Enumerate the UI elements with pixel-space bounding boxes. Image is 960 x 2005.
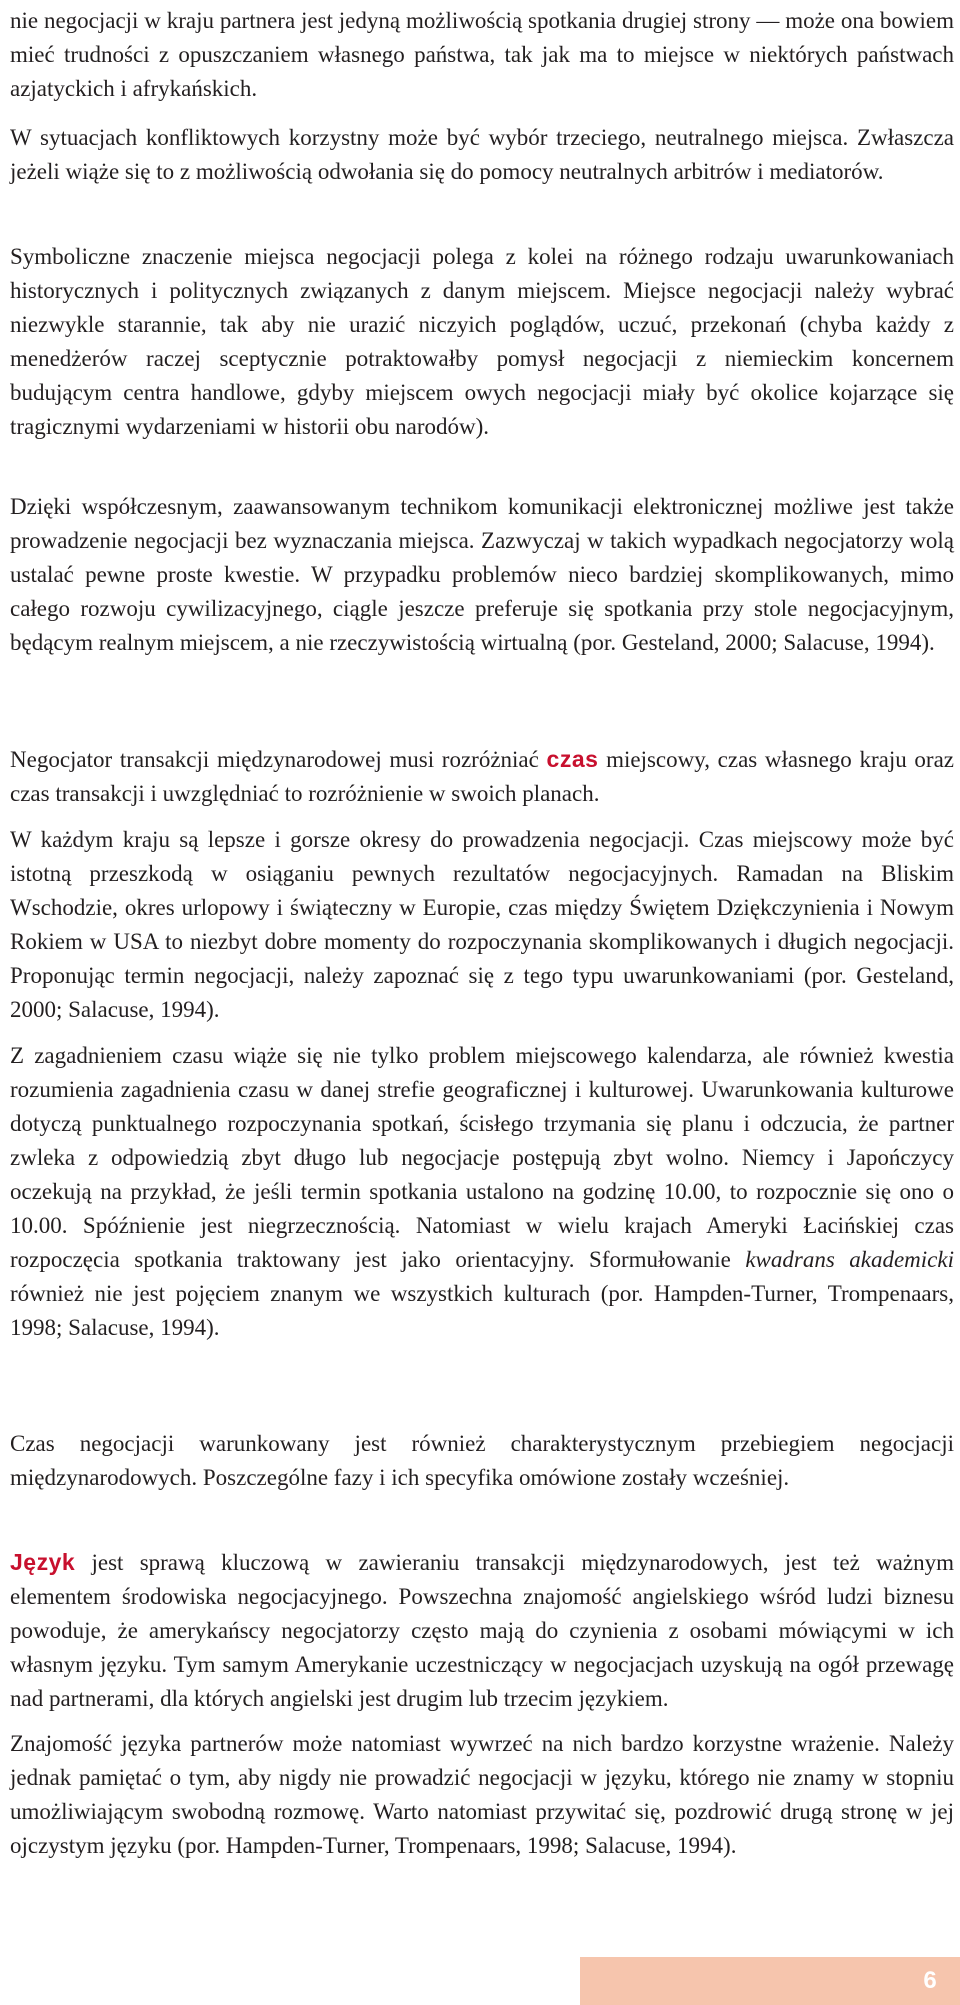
page-number: 6: [923, 1967, 937, 1994]
paragraph-5-text-before: Negocjator transakcji międzynarodowej musi rozróżniać: [10, 747, 547, 772]
paragraph-9-text-after: jest sprawą kluczową w zawieraniu transakcji międzynarodowych, jest też ważnym elementem środowiska negocjacyjnego. Powszechna znajomość angielskiego wśród ludzi biznesu powoduje, że amerykańscy negocjatorzy często mają do czynienia z osobami mówiącymi w ich własnym języku. Tym samym Amerykanie uczestniczący w negocjacjach uzyskują na ogół przewagę nad partnerami, dla których angielski jest drugim lub trzecim językiem.: [10, 1550, 954, 1711]
paragraph-8: Czas negocjacji warunkowany jest również charakterystycznym przebiegiem negocjacji międzynarodowych. Poszczególne fazy i ich specyfika omówione zostały wcześniej.: [10, 1431, 954, 1490]
keyword-czas: czas: [546, 746, 599, 772]
paragraph-2: W sytuacjach konfliktowych korzystny może być wybór trzeciego, neutralnego miejsca. Zwłaszcza jeżeli wiąże się to z możliwością odwołania się do pomocy neutralnych arbitrów i mediatorów.: [10, 125, 954, 184]
paragraph-7-text-after: również nie jest pojęciem znanym we wszystkich kulturach (por. Hampden-Turner, Trompenaars, 1998; Salacuse, 1994).: [10, 1281, 954, 1340]
paragraph-3: Symboliczne znaczenie miejsca negocjacji polega z kolei na różnego rodzaju uwarunkowaniach historycznych i politycznych związanych z danym miejscem. Miejsce negocjacji należy wybrać niezwykle starannie, tak aby nie urazić niczyich poglądów, uczuć, przekonań (chyba każdy z menedżerów raczej sceptycznie potraktowałby pomysł negocjacji z niemieckim koncernem budującym centra handlowe, gdyby miejscem owych negocjacji miały być okolice kojarzące się tragicznymi wydarzeniami w historii obu narodów).: [10, 244, 954, 439]
paragraph-5: [10, 742, 954, 811]
keyword-jezyk: Język: [10, 1549, 76, 1575]
paragraph-4: Dzięki współczesnym, zaawansowanym technikom komunikacji elektronicznej możliwe jest także prowadzenie negocjacji bez wyznaczania miejsca. Zazwyczaj w takich wypadkach negocjatorzy wolą ustalać pewne proste kwestie. W przypadku problemów nieco bardziej skomplikowanych, mimo całego rozwoju cywilizacyjnego, ciągle jeszcze preferuje się spotkania przy stole negocjacyjnym, będącym realnym miejscem, a nie rzeczywistością wirtualną (por. Gesteland, 2000; Salacuse, 1994).: [10, 494, 954, 655]
paragraph-7-text-before: Z zagadnieniem czasu wiąże się nie tylko problem miejscowego kalendarza, ale również kwestia rozumienia zagadnienia czasu w danej strefie geograficznej i kulturowej. Uwarunkowania kulturowe dotyczą punktualnego rozpoczynania spotkań, ścisłego trzymania się planu i odczucia, że partner zwleka z odpowiedzią zbyt długo lub negocjacje postępują zbyt wolno. Niemcy i Japończycy oczekują na przykład, że jeśli termin spotkania ustalono na godzinę 10.00, to rozpocznie się ono o 10.00. Spóźnienie jest niegrzecznością. Natomiast w wielu krajach Ameryki Łacińskiej czas rozpoczęcia spotkania traktowany jest jako orientacyjny. Sformułowanie: [10, 1043, 954, 1272]
paragraph-9: [10, 1545, 954, 1716]
paragraph-6: W każdym kraju są lepsze i gorsze okresy do prowadzenia negocjacji. Czas miejscowy może być istotną przeszkodą w osiąganiu pewnych rezultatów negocjacyjnych. Ramadan na Bliskim Wschodzie, okres urlopowy i świąteczny w Europie, czas między Świętem Dziękczynienia i Nowym Rokiem w USA to niezbyt dobre momenty do rozpoczynania skomplikowanych i długich negocjacji. Proponując termin negocjacji, należy zapoznać się z tego typu uwarunkowaniami (por. Gesteland, 2000; Salacuse, 1994).: [10, 827, 954, 1022]
italic-term: kwadrans akademicki: [745, 1247, 954, 1272]
paragraph-1: nie negocjacji w kraju partnera jest jedyną możliwością spotkania drugiej strony — może ona bowiem mieć trudności z opuszczaniem własnego państwa, tak jak ma to miejsce w niektórych państwach azjatyckich i afrykańskich.: [10, 8, 954, 101]
paragraph-10: Znajomość języka partnerów może natomiast wywrzeć na nich bardzo korzystne wrażenie. Należy jednak pamiętać o tym, aby nigdy nie prowadzić negocjacji w języku, którego nie znamy w stopniu umożliwiającym swobodną rozmowę. Warto natomiast przywitać się, pozdrowić drugą stronę w jej ojczystym języku (por. Hampden-Turner, Trompenaars, 1998; Salacuse, 1994).: [10, 1731, 954, 1858]
page-footer-bar: [580, 1957, 960, 2005]
paragraph-5-text-after: miejscowy, czas własnego kraju oraz czas transakcji i uwzględniać to rozróżnienie w swoich planach.: [10, 747, 954, 806]
paragraph-7: [10, 1039, 954, 1345]
